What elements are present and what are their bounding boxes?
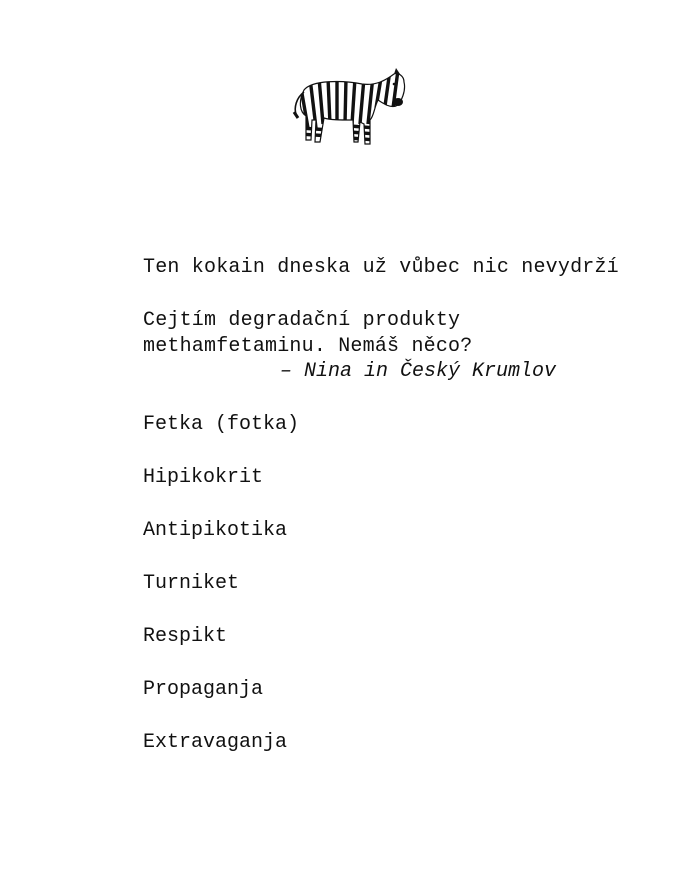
- quote-line: Cejtím degradační produkty: [143, 309, 461, 332]
- list-item: Turniket: [143, 572, 240, 595]
- quote-line: methamfetaminu. Nemáš něco?: [143, 335, 473, 358]
- list-item: Hipikokrit: [143, 466, 264, 489]
- quote: [143, 308, 472, 360]
- intro-line: Ten kokain dneska už vůbec nic nevydrží: [143, 256, 619, 279]
- word-list: [143, 412, 299, 783]
- list-item: Respikt: [143, 625, 228, 648]
- list-item: Extravaganja: [143, 731, 288, 754]
- list-item: Fetka (fotka): [143, 413, 300, 436]
- list-item: Antipikotika: [143, 519, 288, 542]
- list-item: Propaganja: [143, 678, 264, 701]
- quote-attribution: – Nina in Český Krumlov: [280, 360, 557, 383]
- zebra-icon: [290, 68, 410, 152]
